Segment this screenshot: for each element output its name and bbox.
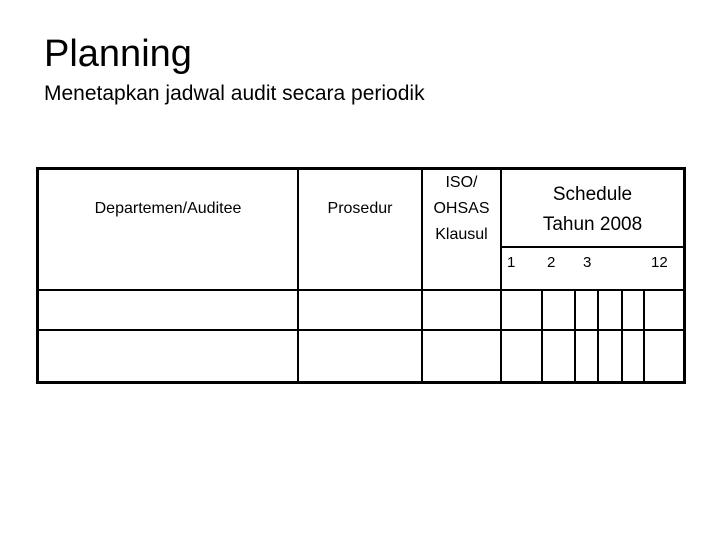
table-cell-department bbox=[39, 291, 297, 329]
table-cell-department bbox=[39, 331, 297, 381]
schedule-header-line: Schedule bbox=[552, 184, 633, 205]
table-border-bottom bbox=[36, 381, 686, 384]
table-cell-procedure bbox=[299, 248, 421, 289]
table-cell-procedure bbox=[299, 331, 421, 381]
month-separator bbox=[643, 289, 645, 382]
month-label: 1 bbox=[507, 254, 516, 271]
month-separator bbox=[574, 289, 576, 382]
clause-header bbox=[423, 170, 500, 248]
month-label: 12 bbox=[651, 254, 668, 271]
procedure-header: Prosedur bbox=[327, 200, 393, 217]
table-cell-clause bbox=[423, 248, 500, 289]
month-separator bbox=[597, 289, 599, 382]
month-label: 3 bbox=[583, 254, 592, 271]
month-separator bbox=[541, 289, 543, 382]
row-separator bbox=[500, 246, 684, 248]
table-cell-clause bbox=[423, 291, 500, 329]
schedule-header-line: Tahun 2008 bbox=[542, 214, 643, 235]
schedule-header bbox=[502, 180, 683, 240]
clause-header-line: Klausul bbox=[435, 226, 488, 243]
clause-header-line: ISO/ bbox=[445, 174, 478, 191]
department-header: Departemen/Auditee bbox=[94, 200, 242, 217]
clause-header-line: OHSAS bbox=[433, 200, 490, 217]
table-cell-clause bbox=[423, 331, 500, 381]
month-label: 2 bbox=[547, 254, 556, 271]
table-cell-procedure bbox=[299, 291, 421, 329]
slide-subtitle: Menetapkan jadwal audit secara periodik bbox=[44, 82, 425, 105]
month-separator bbox=[621, 289, 623, 382]
table-cell-department bbox=[39, 248, 297, 289]
table-border-right bbox=[683, 167, 686, 384]
slide-title: Planning bbox=[44, 33, 192, 75]
